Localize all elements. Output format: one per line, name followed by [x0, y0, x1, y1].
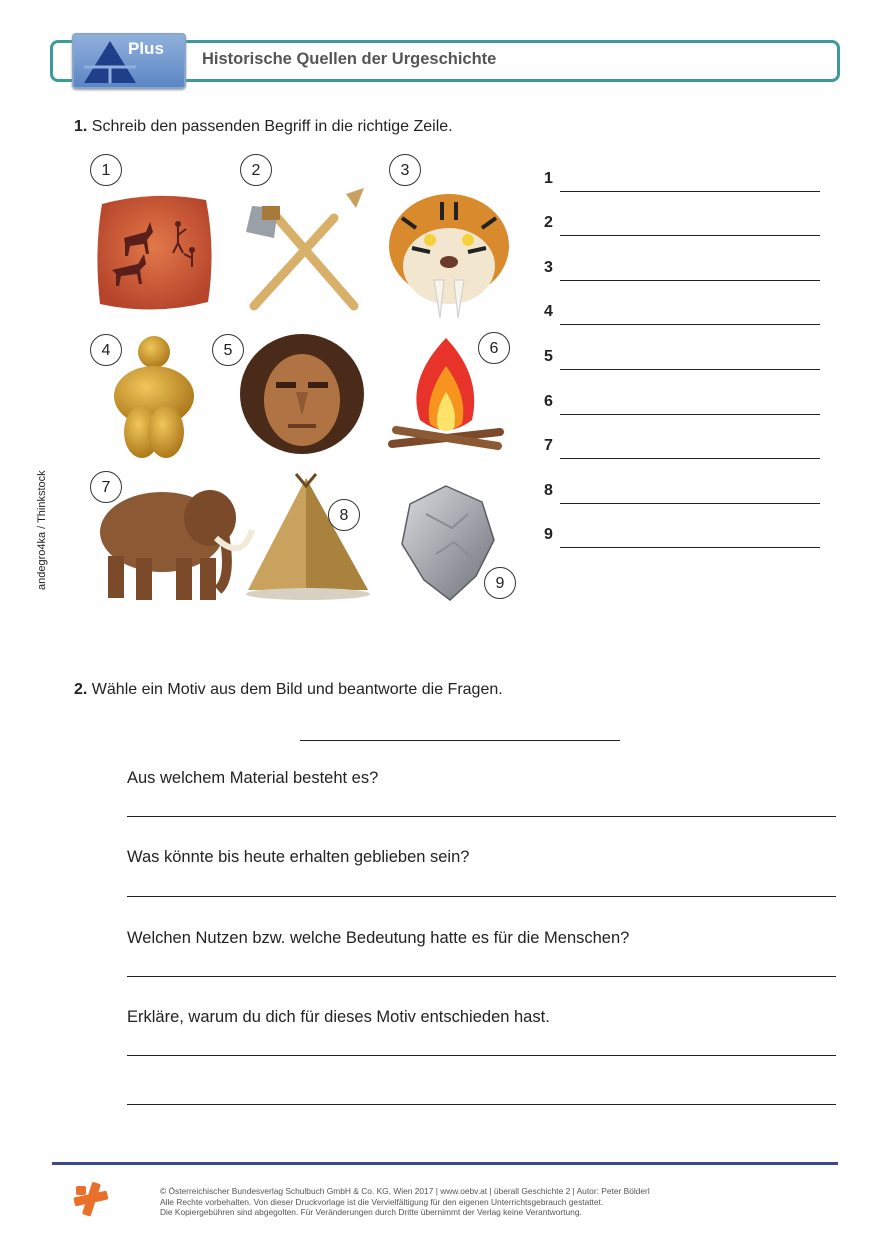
image-number-9: 9: [484, 567, 516, 599]
task2-number: 2.: [74, 681, 88, 698]
task1-number: 1.: [74, 118, 88, 135]
footer-line-3: Die Kopiergebühren sind abgegolten. Für Veränderungen durch Dritte übernimmt der Verlag keine Verantwortung.: [160, 1207, 582, 1217]
answer-line-purpose[interactable]: [127, 976, 836, 977]
answer-line-reason-1[interactable]: [127, 1055, 836, 1056]
sabertooth-tiger-icon: [382, 188, 516, 324]
image-number-2: 2: [240, 154, 272, 186]
answer-label: 3: [544, 259, 553, 276]
answer-row-5[interactable]: [544, 348, 820, 372]
answer-label: 1: [544, 170, 553, 187]
image-number-4: 4: [90, 334, 122, 366]
answer-label: 6: [544, 393, 553, 410]
question-preserved: Was könnte bis heute erhalten geblieben sein?: [127, 848, 470, 866]
task1-instruction: [74, 118, 453, 136]
task2-text: Wähle ein Motiv aus dem Bild und beantworte die Fragen.: [91, 681, 503, 698]
motif-answer-line[interactable]: [300, 740, 620, 741]
image-number-3: 3: [389, 154, 421, 186]
task1-text: Schreib den passenden Begriff in die richtige Zeile.: [91, 118, 453, 135]
image-number-8: 8: [328, 499, 360, 531]
answer-line[interactable]: [560, 414, 820, 415]
answer-row-6[interactable]: [544, 393, 820, 417]
question-material: Aus welchem Material besteht es?: [127, 769, 379, 787]
answer-label: 5: [544, 348, 553, 365]
image-number-7: 7: [90, 471, 122, 503]
answer-label: 2: [544, 214, 553, 231]
answer-label: 8: [544, 482, 553, 499]
logo-text: Plus: [128, 39, 164, 58]
answer-line-reason-2[interactable]: [127, 1104, 836, 1105]
answer-row-3[interactable]: [544, 259, 820, 283]
answer-label: 9: [544, 526, 553, 543]
image-number-5: 5: [212, 334, 244, 366]
footer-line-2: Alle Rechte vorbehalten. Von dieser Druckvorlage ist die Vervielfältigung für den eigenen Unterrichtsgebrauch gestattet.: [160, 1196, 604, 1207]
stone-axe-and-spear-icon: [234, 188, 370, 318]
answer-line[interactable]: [560, 324, 820, 325]
task2-instruction: [74, 681, 503, 699]
prehistoric-man-icon: [236, 330, 368, 460]
footer-copyright: [160, 1186, 650, 1218]
cave-painting-icon: [94, 190, 216, 316]
image-credit: andegro4ka / Thinkstock: [36, 470, 48, 590]
answer-line[interactable]: [560, 235, 820, 236]
answer-line[interactable]: [560, 191, 820, 192]
publisher-logo-icon: [72, 1180, 110, 1218]
answer-line[interactable]: [560, 369, 820, 370]
answer-line-material[interactable]: [127, 816, 836, 817]
answer-row-2[interactable]: [544, 214, 820, 238]
hand-axe-icon: [396, 484, 496, 604]
question-reason: Erkläre, warum du dich für dieses Motiv entschieden hast.: [127, 1008, 550, 1026]
answer-label: 7: [544, 437, 553, 454]
footer-rule: [52, 1162, 838, 1165]
answer-line[interactable]: [560, 458, 820, 459]
answer-row-8[interactable]: [544, 482, 820, 506]
image-number-1: 1: [90, 154, 122, 186]
footer-line-1: © Österreichischer Bundesverlag Schulbuch GmbH & Co. KG, Wien 2017 | www.oebv.at | überall Geschichte 2 | Autor: Peter Bölderl: [160, 1186, 650, 1196]
tent-icon: [244, 472, 376, 604]
answer-line[interactable]: [560, 280, 820, 281]
answer-row-7[interactable]: [544, 437, 820, 461]
answer-row-9[interactable]: [544, 526, 820, 550]
answer-row-1[interactable]: [544, 170, 820, 194]
answer-line[interactable]: [560, 503, 820, 504]
answer-line[interactable]: [560, 547, 820, 548]
question-purpose: Welchen Nutzen bzw. welche Bedeutung hatte es für die Menschen?: [127, 929, 630, 947]
answer-row-4[interactable]: [544, 303, 820, 327]
answer-label: 4: [544, 303, 553, 320]
page-title: Historische Quellen der Urgeschichte: [202, 50, 497, 68]
answer-line-preserved[interactable]: [127, 896, 836, 897]
image-number-6: 6: [478, 332, 510, 364]
